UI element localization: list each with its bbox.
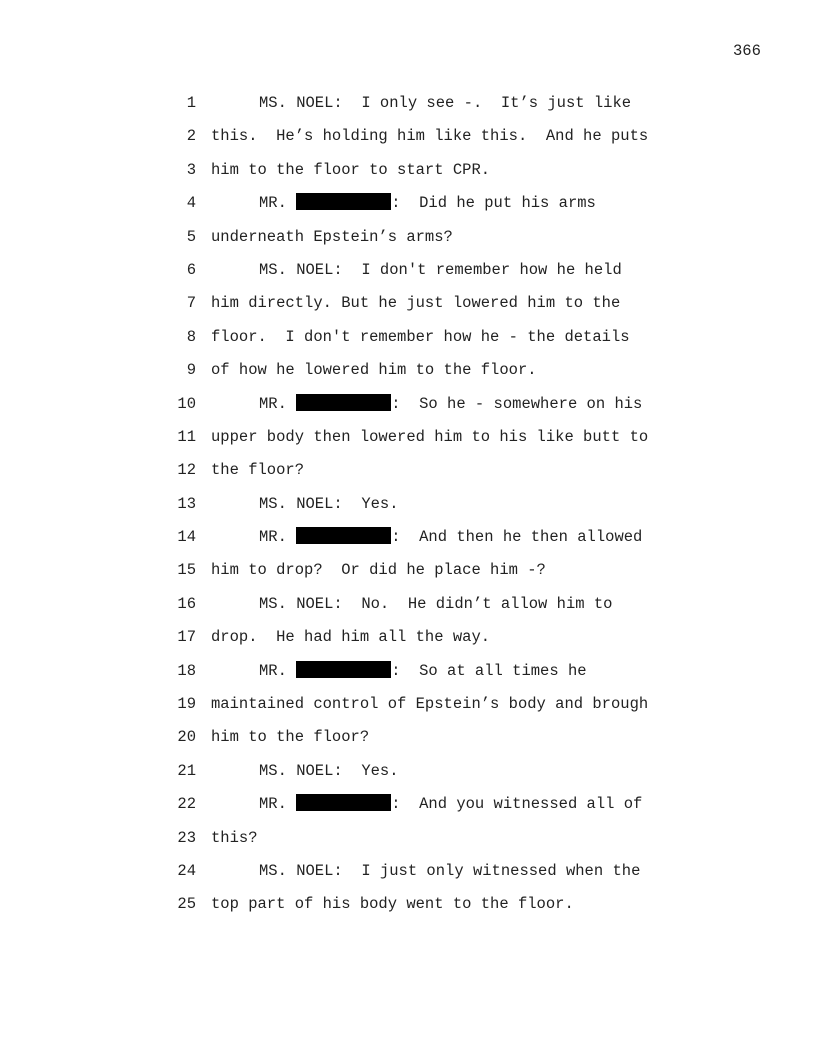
line-text xyxy=(211,460,304,481)
spoken-text: of how he lowered him to the floor. xyxy=(211,361,537,380)
line-number: 2 xyxy=(186,127,196,146)
line-text xyxy=(211,160,490,181)
transcript-line xyxy=(0,527,816,560)
line-number: 20 xyxy=(177,728,196,747)
spoken-text: him directly. But he just lowered him to the xyxy=(211,294,621,313)
line-number: 23 xyxy=(177,828,196,847)
line-text xyxy=(211,761,399,782)
line-text xyxy=(211,394,642,415)
line-number: 22 xyxy=(177,795,196,814)
line-number: 13 xyxy=(177,494,196,513)
spoken-text: Yes. xyxy=(342,494,399,513)
speaker-label: MR. xyxy=(259,394,287,413)
spoken-text: drop. He had him all the way. xyxy=(211,628,491,647)
transcript-line xyxy=(0,360,816,393)
spoken-text: upper body then lowered him to his like butt to xyxy=(211,427,649,446)
line-text xyxy=(211,727,369,748)
spoken-text: floor. I don't remember how he - the details xyxy=(211,327,630,346)
line-number: 18 xyxy=(177,661,196,680)
line-text xyxy=(211,627,490,648)
line-text xyxy=(211,828,258,849)
line-number: 14 xyxy=(177,528,196,547)
spoken-text: top part of his body went to the floor. xyxy=(211,895,574,914)
transcript-line xyxy=(0,293,816,326)
transcript-line xyxy=(0,327,816,360)
line-number: 24 xyxy=(177,861,196,880)
line-text xyxy=(211,126,648,147)
line-text xyxy=(211,360,537,381)
line-number: 3 xyxy=(186,160,196,179)
spoken-text: No. He didn’t allow him to xyxy=(342,594,613,613)
transcript-line xyxy=(0,193,816,226)
speaker-label: MS. NOEL: xyxy=(259,861,343,880)
speaker-label: MS. NOEL: xyxy=(259,94,343,112)
line-text xyxy=(211,694,648,715)
speaker-label: MS. NOEL: xyxy=(259,761,343,780)
transcript-line xyxy=(0,828,816,861)
spoken-text: I just only witnessed when the xyxy=(342,861,641,880)
page-number: 366 xyxy=(733,42,761,60)
line-text xyxy=(211,93,631,114)
transcript-line xyxy=(0,394,816,427)
line-text xyxy=(211,227,453,248)
line-text xyxy=(211,794,642,815)
speaker-label: MR. xyxy=(259,661,287,680)
line-text xyxy=(211,594,612,615)
line-number: 10 xyxy=(177,394,196,413)
line-number: 7 xyxy=(186,294,196,313)
spoken-text: this? xyxy=(211,828,258,847)
speaker-label: MR. xyxy=(259,528,287,547)
line-text xyxy=(211,494,399,515)
line-number: 5 xyxy=(186,227,196,246)
redaction-block xyxy=(296,394,391,411)
line-text xyxy=(211,260,622,281)
line-text xyxy=(211,894,574,915)
transcript-line xyxy=(0,661,816,694)
line-number: 25 xyxy=(177,895,196,914)
transcript-line xyxy=(0,694,816,727)
spoken-text: him to the floor? xyxy=(211,728,370,747)
line-text xyxy=(211,327,630,348)
transcript-line xyxy=(0,260,816,293)
transcript-line xyxy=(0,560,816,593)
spoken-text: the floor? xyxy=(211,461,305,480)
line-number: 6 xyxy=(186,260,196,279)
spoken-text: him to drop? Or did he place him -? xyxy=(211,561,546,580)
redaction-block xyxy=(296,661,391,678)
transcript-line xyxy=(0,727,816,760)
line-number: 4 xyxy=(186,194,196,213)
spoken-text: him to the floor to start CPR. xyxy=(211,160,491,179)
transcript-line xyxy=(0,761,816,794)
transcript-line xyxy=(0,794,816,827)
line-number: 8 xyxy=(186,327,196,346)
spoken-text: : So he - somewhere on his xyxy=(391,394,643,413)
transcript-line xyxy=(0,126,816,159)
line-number: 11 xyxy=(177,427,196,446)
transcript-line xyxy=(0,93,816,126)
spoken-text: : Did he put his arms xyxy=(391,194,596,213)
speaker-label: MR. xyxy=(259,194,287,213)
line-number: 9 xyxy=(186,361,196,380)
redaction-block xyxy=(296,794,391,811)
line-number: 12 xyxy=(177,461,196,480)
transcript-line xyxy=(0,894,816,927)
spoken-text: I only see -. It’s just like xyxy=(342,94,632,112)
line-number: 19 xyxy=(177,695,196,714)
speaker-label: MR. xyxy=(259,795,287,814)
line-text xyxy=(211,661,587,682)
transcript xyxy=(0,93,816,928)
transcript-line xyxy=(0,460,816,493)
line-number: 17 xyxy=(177,628,196,647)
line-text xyxy=(211,293,620,314)
speaker-label: MS. NOEL: xyxy=(259,594,343,613)
transcript-line xyxy=(0,594,816,627)
line-text xyxy=(211,427,648,448)
line-text xyxy=(211,193,596,214)
spoken-text: underneath Epstein’s arms? xyxy=(211,227,453,246)
transcript-line xyxy=(0,494,816,527)
transcript-line xyxy=(0,227,816,260)
transcript-line xyxy=(0,861,816,894)
speaker-label: MS. NOEL: xyxy=(259,260,343,279)
speaker-label: MS. NOEL: xyxy=(259,494,343,513)
line-number: 16 xyxy=(177,594,196,613)
transcript-line xyxy=(0,627,816,660)
redaction-block xyxy=(296,527,391,544)
spoken-text: maintained control of Epstein’s body and brough xyxy=(211,695,649,714)
line-text xyxy=(211,527,642,548)
transcript-line xyxy=(0,160,816,193)
spoken-text: : And then he then allowed xyxy=(391,528,643,547)
line-number: 1 xyxy=(186,94,196,112)
transcript-line xyxy=(0,427,816,460)
spoken-text: Yes. xyxy=(342,761,399,780)
line-number: 15 xyxy=(177,561,196,580)
spoken-text: I don't remember how he held xyxy=(342,260,622,279)
redaction-block xyxy=(296,193,391,210)
spoken-text: this. He’s holding him like this. And he puts xyxy=(211,127,649,146)
line-text xyxy=(211,861,640,882)
line-text xyxy=(211,560,546,581)
line-number: 21 xyxy=(177,761,196,780)
spoken-text: : And you witnessed all of xyxy=(391,795,643,814)
spoken-text: : So at all times he xyxy=(391,661,587,680)
